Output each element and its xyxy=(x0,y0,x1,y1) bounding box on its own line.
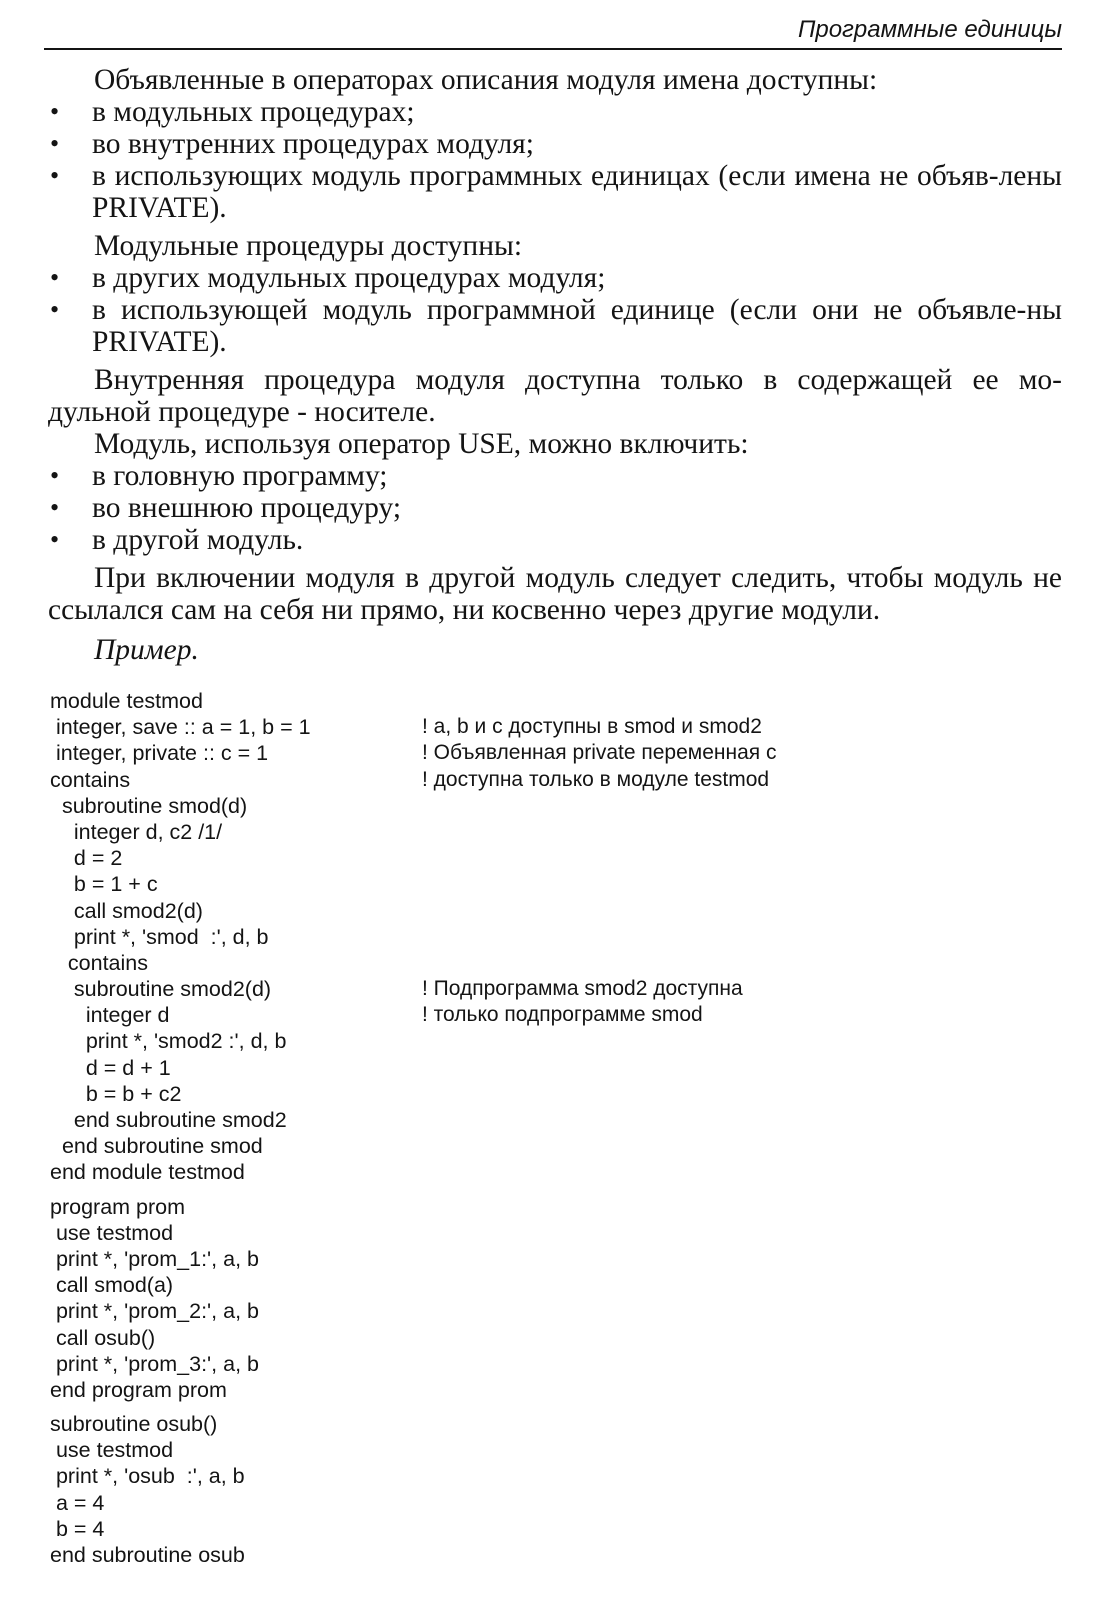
code-source: print *, 'prom_1:', a, b xyxy=(50,1246,259,1271)
code-source: end subroutine smod2 xyxy=(50,1108,287,1132)
code-source: program prom xyxy=(50,1194,186,1219)
body-text xyxy=(48,64,1062,666)
code-source: call smod(a) xyxy=(50,1273,174,1298)
code-line xyxy=(50,1272,1060,1298)
code-line xyxy=(50,1133,1060,1159)
code-listing xyxy=(50,688,1060,1576)
code-line xyxy=(50,1002,1060,1028)
code-source: integer d xyxy=(50,1003,170,1028)
code-source: module testmod xyxy=(50,689,203,713)
code-source: b = b + c2 xyxy=(50,1081,182,1106)
code-line xyxy=(50,1246,1060,1272)
list-item: • в других модульных процедурах модуля; xyxy=(48,262,1062,294)
code-source: print *, 'prom_2:', a, b xyxy=(50,1299,259,1324)
code-source: d = 2 xyxy=(50,846,123,871)
code-line xyxy=(50,1325,1060,1351)
code-line xyxy=(50,1028,1060,1054)
list-item: • в использующих модуль программных единицах (если имена не объяв-лены PRIVATE). xyxy=(48,160,1062,224)
code-line xyxy=(50,1516,1060,1542)
code-line xyxy=(50,1107,1060,1133)
code-comment: ! a, b и с доступны в smod и smod2 xyxy=(422,715,762,739)
code-source: call osub() xyxy=(50,1325,156,1350)
code-line xyxy=(50,767,1060,793)
list-item: • в другой модуль. xyxy=(48,524,1062,556)
example-label: Пример. xyxy=(94,634,199,666)
section1-list xyxy=(48,96,1062,224)
code-line xyxy=(50,1437,1060,1463)
code-source: contains xyxy=(50,767,131,792)
code-line xyxy=(50,714,1060,740)
code-line xyxy=(50,1542,1060,1568)
code-source: b = 4 xyxy=(50,1516,105,1541)
code-source: d = d + 1 xyxy=(50,1055,171,1080)
code-source: subroutine smod2(d) xyxy=(50,977,272,1002)
running-header xyxy=(44,14,1062,50)
code-line xyxy=(50,1159,1060,1185)
code-line xyxy=(50,793,1060,819)
code-source: end module testmod xyxy=(50,1160,245,1185)
code-line xyxy=(50,1194,1060,1220)
paragraph-module-inclusion: При включении модуля в другой модуль следует следить, чтобы модуль не ссылался сам на себя ни прямо, ни косвенно через другие модули. xyxy=(48,562,1062,626)
section3-list xyxy=(48,460,1062,556)
code-line xyxy=(50,1351,1060,1377)
code-source: b = 1 + c xyxy=(50,872,158,897)
code-source: subroutine smod(d) xyxy=(50,793,248,818)
code-line xyxy=(50,976,1060,1002)
section2-list xyxy=(48,262,1062,358)
code-block-module xyxy=(50,688,1060,1186)
section1-lead: Объявленные в операторах описания модуля имена доступны: xyxy=(94,64,878,96)
code-source: integer, private :: c = 1 xyxy=(50,741,269,766)
code-comment: ! Подпрограмма smod2 доступна xyxy=(422,977,743,1001)
code-source: end subroutine smod xyxy=(50,1134,263,1159)
code-source: integer, save :: a = 1, b = 1 xyxy=(50,715,311,740)
list-item: • во внешнюю процедуру; xyxy=(48,492,1062,524)
code-block-program xyxy=(50,1194,1060,1404)
paragraph-internal-procedure: Внутренняя процедура модуля доступна только в содержащей ее мо-дульной процедуре - носителе. xyxy=(48,364,1062,428)
code-line xyxy=(50,1055,1060,1081)
code-line xyxy=(50,1490,1060,1516)
code-source: contains xyxy=(50,950,148,975)
list-item: • в головную программу; xyxy=(48,460,1062,492)
running-header-title: Программные единицы xyxy=(797,16,1062,43)
code-line xyxy=(50,1377,1060,1403)
code-source: use testmod xyxy=(50,1438,174,1463)
code-source: print *, 'smod :', d, b xyxy=(50,924,269,949)
code-source: print *, 'prom_3:', a, b xyxy=(50,1351,259,1376)
code-source: end subroutine osub xyxy=(50,1543,245,1567)
code-line xyxy=(50,688,1060,714)
list-item: • в модульных процедурах; xyxy=(48,96,1062,128)
code-line xyxy=(50,845,1060,871)
code-line xyxy=(50,898,1060,924)
code-source: a = 4 xyxy=(50,1490,105,1515)
code-line xyxy=(50,950,1060,976)
code-line xyxy=(50,1411,1060,1437)
code-source: print *, 'smod2 :', d, b xyxy=(50,1029,287,1054)
list-item: • в использующей модуль программной единице (если они не объявле-ны PRIVATE). xyxy=(48,294,1062,358)
code-source: subroutine osub() xyxy=(50,1412,218,1437)
code-source: call smod2(d) xyxy=(50,898,203,923)
code-source: print *, 'osub :', a, b xyxy=(50,1464,245,1489)
code-line xyxy=(50,819,1060,845)
code-line xyxy=(50,1081,1060,1107)
code-line xyxy=(50,871,1060,897)
list-item: • во внутренних процедурах модуля; xyxy=(48,128,1062,160)
code-source: integer d, c2 /1/ xyxy=(50,819,223,844)
section3-lead: Модуль, используя оператор USE, можно включить: xyxy=(94,428,749,460)
code-source: end program prom xyxy=(50,1377,227,1402)
code-comment: ! только подпрограмме smod xyxy=(422,1003,703,1027)
code-block-subroutine xyxy=(50,1411,1060,1568)
code-comment: ! Объявленная private переменная с xyxy=(422,741,777,765)
code-line xyxy=(50,924,1060,950)
code-source: use testmod xyxy=(50,1220,174,1245)
code-line xyxy=(50,1463,1060,1489)
code-line xyxy=(50,1298,1060,1324)
code-comment: ! доступна только в модуле testmod xyxy=(422,767,770,791)
section2-lead: Модульные процедуры доступны: xyxy=(94,230,523,262)
code-line xyxy=(50,740,1060,766)
code-line xyxy=(50,1220,1060,1246)
